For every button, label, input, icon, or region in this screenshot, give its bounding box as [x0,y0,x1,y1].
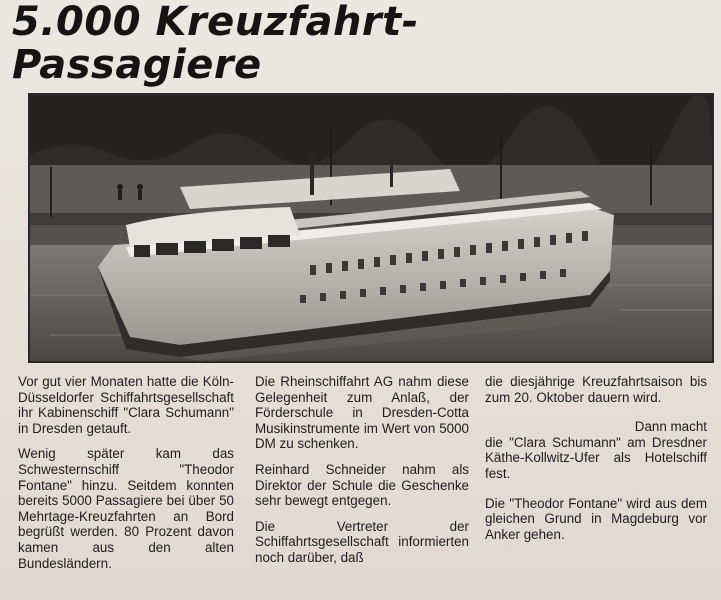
paragraph: Wenig später kam das Schwesternschiff "Theodor Fontane" hinzu. Seitdem konnten bereits 5000 Passagiere bei über 50 Mehrtage-Kreuzfahrten an Bord begrüßt werden. 80 Prozent davon kamen aus den alten Bundesländern. [18,446,234,571]
ship-photo-illustration [30,95,712,361]
paragraph: Vor gut vier Monaten hatte die Köln-Düsseldorfer Schiffahrtsgesellschaft ihr Kabinenschiff "Clara Schumann" in Dresden getauft. [18,374,234,436]
headline-line-2: Passagiere [12,42,262,88]
paragraph-lead: Dann macht [634,419,707,435]
article-column-2 [255,374,469,576]
paragraph: Die Rheinschiffahrt AG nahm diese Gelegenheit zum Anlaß, der Förderschule in Dresden-Cotta Musikinstrumente im Wert von 5000 DM zu schenken. [255,374,469,452]
paragraph: Die Vertreter der Schiffahrtsgesellschaft informierten noch darüber, daß [255,518,469,565]
paragraph: Reinhard Schneider nahm als Direktor der Schule die Geschenke sehr bewegt entgegen. [255,461,469,509]
article-column-3 [485,374,707,552]
river-cruise-ship-photo [28,93,714,363]
paragraph: die "Clara Schumann" am Dresdner Käthe-Kollwitz-Ufer als Hotelschiff fest. [485,434,707,481]
paragraph: die diesjährige Kreuzfahrtsaison bis zum 20. Oktober dauern wird. [485,374,707,405]
paragraph: Die "Theodor Fontane" wird aus dem gleichen Grund in Magdeburg vor Anker gehen. [485,495,707,542]
article-column-1 [18,374,234,581]
headline-line-1: 5.000 Kreuzfahrt- [12,0,419,45]
